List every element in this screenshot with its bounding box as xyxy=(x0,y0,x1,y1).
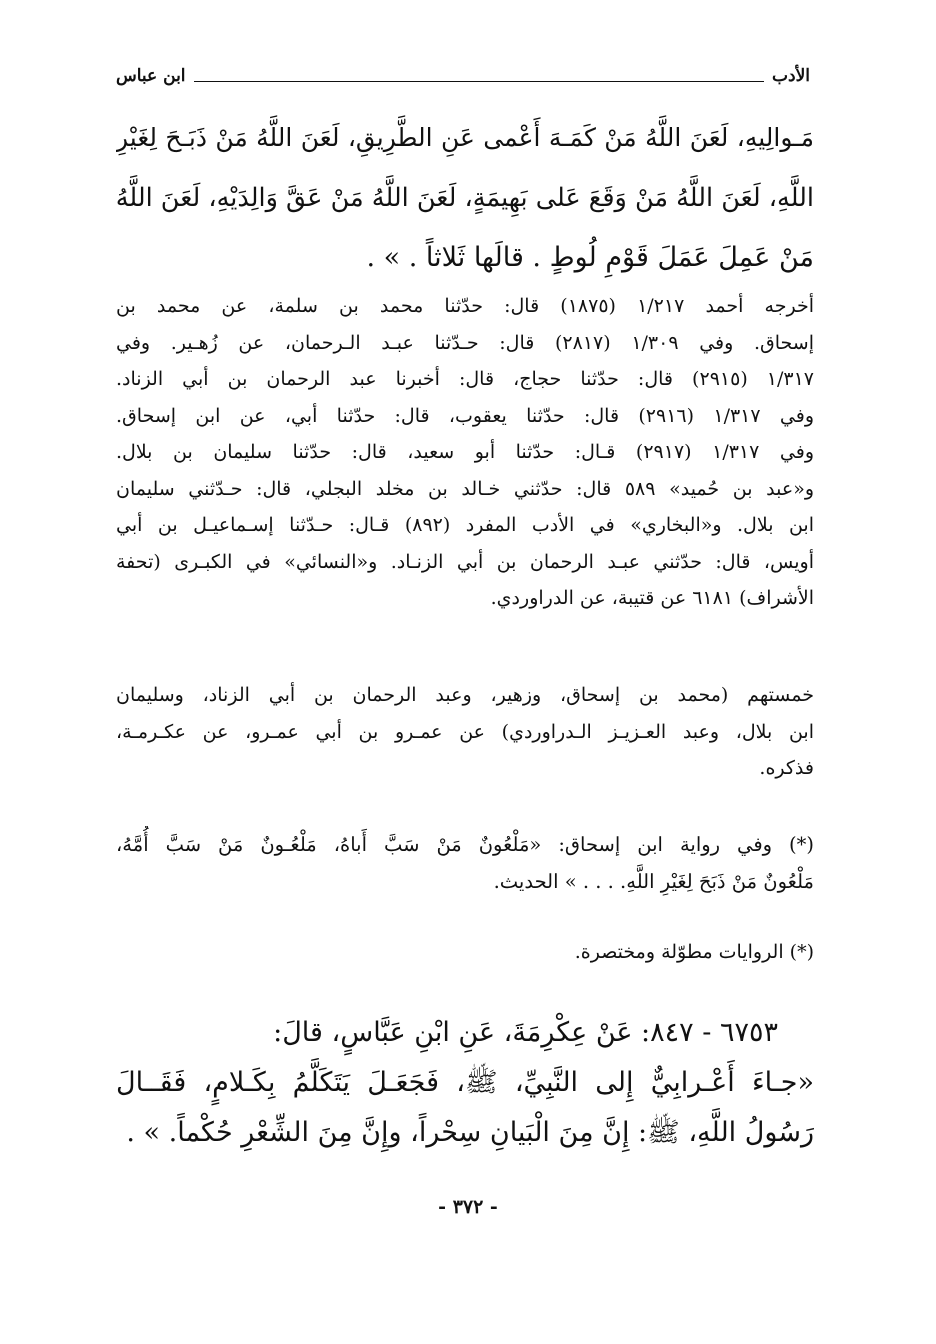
takhrij-line: وفي ١/٣١٧ (٢٩١٧) قـال: حدّثنا أبو سعيد، قال: حدّثنا سليمان بن بلال. xyxy=(116,441,814,463)
takhrij-line: ١/٣١٧ (٢٩١٥) قال: حدّثنا حجاج، قال: أخبرنا عبد الرحمان بن أبي الزناد. xyxy=(116,368,814,390)
hadith-text-top xyxy=(116,108,814,288)
khamsa-line: فذكره. xyxy=(759,757,814,779)
running-head-rule xyxy=(194,81,764,82)
takhrij-line: و«عبد بن حُميد» ٥٨٩ قال: حدّثني خـالد بن مخلد البجلي، قال: حـدّثني سليمان xyxy=(116,477,814,500)
takhrij-line: إسحاق. وفي ١/٣٠٩ (٢٨١٧) قال: حـدّثنا عبـد الـرحمان، عن زُهـير. وفي xyxy=(116,331,814,354)
hadith-line: مَـوالِيهِ، لَعَنَ اللَّهُ مَنْ كَمَـهَ أَعْمى عَنِ الطَّرِيقِ، لَعَنَ اللَّهُ مَنْ ذَبَـحَ لِغَيْرِ xyxy=(116,123,814,152)
riwaya-note xyxy=(116,826,814,900)
hadith-isnad-line: ٦٧٥٣ - ٨٤٧: عَنْ عِكْرِمَةَ، عَنِ ابْنِ عَبَّاسٍ، قالَ: xyxy=(273,1017,778,1048)
running-head-section: الأدب xyxy=(772,66,810,86)
takhrij-line: أخرجه أحمد ١/٢١٧ (١٨٧٥) قال: حدّثنا محمد بن سلمة، عن محمد بن xyxy=(116,295,814,317)
khamsa-paragraph xyxy=(116,677,814,787)
running-head xyxy=(116,62,810,90)
hadith-line: رَسُولُ اللَّهِ، ﷺ: إِنَّ مِنَ الْبَيانِ سِحْراً، وإِنَّ مِنَ الشِّعْرِ حُكْماً. » . xyxy=(126,1117,814,1148)
khamsa-line: ابن بلال، وعبد العـزيـز الـدراوردي) عن عمـرو بن أبي عمـرو، عن عكـرمـة، xyxy=(116,720,814,743)
riwayat-line: (*) الروايات مطوّلة ومختصرة. xyxy=(574,941,814,963)
takhrij-paragraph xyxy=(116,288,814,617)
hadith-text-bottom xyxy=(116,1008,814,1158)
khamsa-line: خمستهم (محمد بن إسحاق، وزهير، وعبد الرحمان بن أبي الزناد، وسليمان xyxy=(116,684,814,706)
riwaya-line: مَلْعُونٌ مَنْ ذَبَحَ لِغَيْرِ اللَّهِ. . . . » الحديث. xyxy=(493,870,814,893)
takhrij-line: أويس، قال: حدّثني عبـد الرحمان بن أبي الزنـاد. و«النسائي» في الكبـرى (تحفة xyxy=(116,550,814,573)
takhrij-line: الأشراف) ٦١٨١ عن قتيبة، عن الدراوردي. xyxy=(490,587,814,609)
takhrij-line: ابن بلال. و«البخاري» في الأدب المفرد (٨٩٢) قـال: حـدّثنا إسـماعيـل بن أبي xyxy=(116,514,814,536)
takhrij-line: وفي ١/٣١٧ (٢٩١٦) قال: حدّثنا يعقوب، قال: حدّثنا أبي، عن ابن إسحاق. xyxy=(116,404,814,427)
hadith-line: مَنْ عَمِلَ عَمَلَ قَوْمِ لُوطٍ . قالَها ثَلاثاً . » . xyxy=(366,242,814,273)
page-number: - ٣٧٢ - xyxy=(438,1196,498,1218)
riwayat-note xyxy=(116,934,814,971)
riwaya-line: (*) وفي رواية ابن إسحاق: «مَلْعُونٌ مَنْ سَبَّ أَباهُ، مَلْعُـونٌ مَنْ سَبَّ أُمَّهُ، xyxy=(116,833,814,856)
hadith-line: «جـاءَ أَعْـرابِيٌّ إِلى النَّبِيِّ، ﷺ، فَجَعَـلَ يَتَكَلَّمُ بِكَـلامٍ، فَقَــالَ xyxy=(116,1067,814,1098)
hadith-line: اللَّهِ، لَعَنَ اللَّهُ مَنْ وَقَعَ عَلى بَهِيمَةٍ، لَعَنَ اللَّهُ مَنْ عَقَّ وَالِدَيْهِ، لَعَنَ اللَّهُ xyxy=(116,183,814,213)
running-head-narrator: ابن عباس xyxy=(116,66,186,86)
